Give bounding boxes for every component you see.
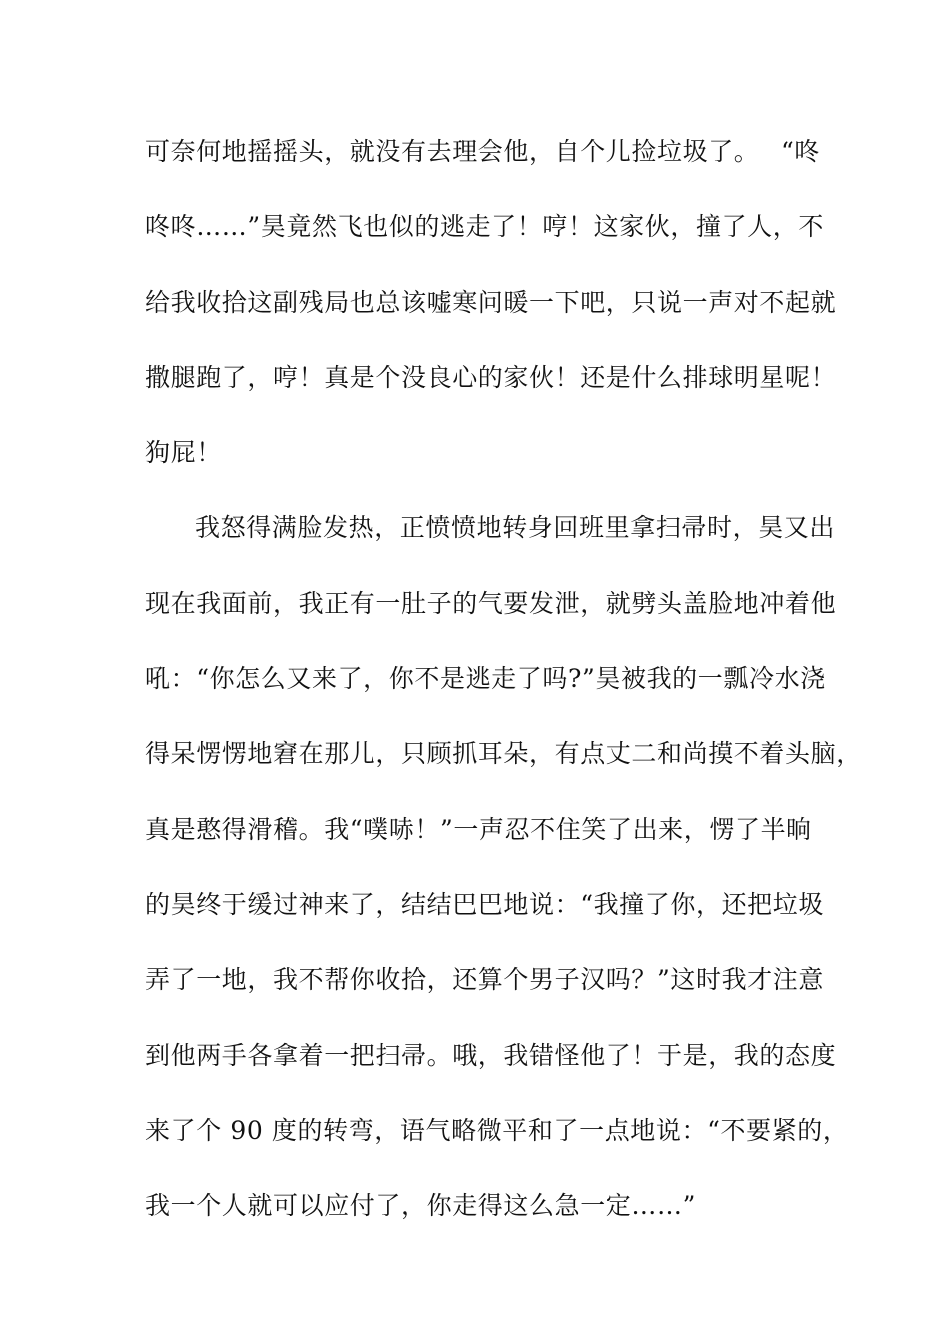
- text-line: 咚咚……”昊竟然飞也似的逃走了！哼！这家伙，撞了人，不: [145, 212, 824, 242]
- text-line: 可奈何地摇摇头，就没有去理会他，自个儿捡垃圾了。 “咚: [145, 137, 821, 166]
- text-line: 撒腿跑了，哼！真是个没良心的家伙！还是什么排球明星呢！: [145, 362, 837, 392]
- text-line: 来了个 90 度的转弯，语气略微平和了一点地说：“不要紧的，: [145, 1115, 849, 1145]
- text-line: 弄了一地，我不帮你收拾，还算个男子汉吗？”这时我才注意: [145, 965, 824, 995]
- text-line: 给我收拾这副残局也总该嘘寒问暖一下吧，只说一声对不起就: [145, 287, 837, 317]
- text-line: 现在我面前，我正有一肚子的气要发泄，就劈头盖脸地冲着他: [145, 588, 837, 618]
- text-line: 真是憨得滑稽。我“噗哧！”一声忍不住笑了出来，愣了半晌: [145, 814, 812, 844]
- text-line: 得呆愣愣地窘在那儿，只顾抓耳朵，有点丈二和尚摸不着头脑，: [145, 739, 862, 769]
- text-line: 吼：“你怎么又来了，你不是逃走了吗?”昊被我的一瓢冷水浇: [145, 664, 826, 694]
- paragraph-first-line: 我怒得满脸发热，正愤愤地转身回班里拿扫帚时，昊又出: [195, 513, 836, 543]
- text-line: 的昊终于缓过神来了，结结巴巴地说：“我撞了你，还把垃圾: [145, 889, 824, 919]
- body-text: [145, 129, 862, 1258]
- text-line: 到他两手各拿着一把扫帚。哦，我错怪他了！于是，我的态度: [145, 1040, 837, 1070]
- text-line: 我一个人就可以应付了，你走得这么急一定……”: [145, 1191, 696, 1221]
- text-line: 狗屁！: [145, 438, 222, 468]
